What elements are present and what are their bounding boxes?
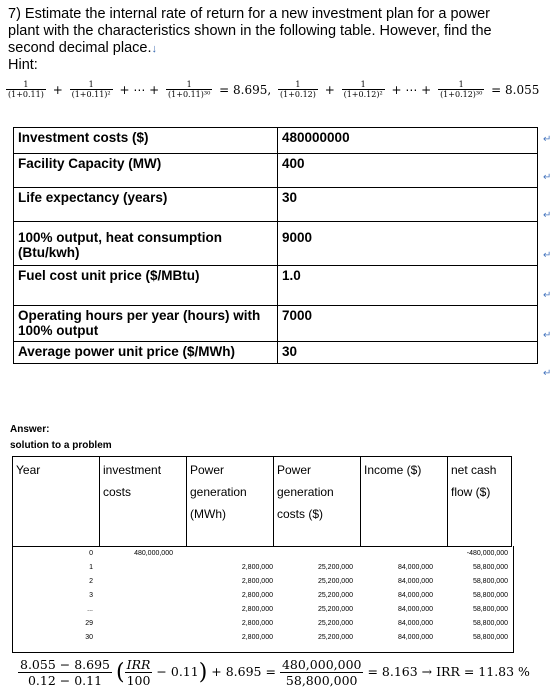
problem-text: 7) Estimate the internal rate of return for a new investment plan for a power plant with the characteristics shown in the following table. However, find the second decimal place. (8, 6, 492, 56)
hint-label: Hint: (8, 57, 38, 73)
spec-value: 1.0 (278, 266, 538, 306)
problem-statement (8, 6, 518, 58)
spec-value: 30 (278, 188, 538, 222)
fraction: $\frac{8.055 - 8.695}{0.12 - 0.11}$ (20, 657, 110, 688)
answer-label: Answer: (10, 424, 50, 435)
spec-label: Facility Capacity (MW) (14, 154, 278, 188)
table-row (14, 342, 538, 364)
table-row (14, 154, 538, 188)
column-header: net cash flow ($) (448, 457, 512, 547)
line-break-arrow-icon: ↓ (151, 43, 157, 55)
spec-value: 480000000 (278, 128, 538, 154)
column-header: investment costs (100, 457, 187, 547)
spec-value: 30 (278, 342, 538, 364)
column-header: Power generation (MWh) (187, 457, 274, 547)
table-row (14, 222, 538, 266)
paragraph-mark-icon: ↵ (543, 250, 552, 261)
hint-formula: $\frac{1}{(1+0.11)}$ + $\frac{1}{\text{(1+0.11)²}}$ + ⋯ + $\frac{1}{\text{(1+0.11)³⁰}}$ = 8.695, $\frac{1}{(1+0.12)}$ + $\frac{1}{\text{(1+0.12)²}}$ + ⋯ + $\frac{1}{\text{(1+0.12)³⁰}}$ = 8.055 (8, 80, 540, 99)
table-row (14, 266, 538, 306)
final-result: = 8.163 → IRR = 11.83 % (367, 664, 530, 679)
fraction: IRR 100 (126, 657, 151, 688)
spec-label: Operating hours per year (hours) with 100% output (14, 306, 278, 342)
fraction: $\frac{1}{(1+0.12)}$ (280, 80, 316, 99)
table-row (13, 457, 512, 547)
spec-label: Fuel cost unit price ($/MBtu) (14, 266, 278, 306)
paragraph-mark-icon: ↵ (543, 172, 552, 183)
spec-label: Investment costs ($) (14, 128, 278, 154)
paragraph-mark-icon: ↵ (543, 368, 552, 379)
spec-label: Average power unit price ($/MWh) (14, 342, 278, 364)
solution-data: 0 480,000,000 -480,000,000 1 2,800,000 25,200,000 84,000,000 58,800,000 2 2,800,000 25,200,000 84,000,000 58,800,000 3 2,800,000 25,200,000 84,000,000 58,800,000 ... 2,800,000 25,200,000 84,000,000 58,800,000 29 2,800,000 25,200,000 84,000,000 58,800,000 30 2,800,000 25,200,000 84,000,000 58,800,000 (12, 546, 514, 653)
spec-value: 7000 (278, 306, 538, 342)
table-row (14, 188, 538, 222)
table-row (14, 306, 538, 342)
spec-label: Life expectancy (years) (14, 188, 278, 222)
fraction: $\frac{1}{\text{(1+0.11)³⁰}}$ (168, 80, 211, 99)
fraction: $\frac{1}{\text{(1+0.12)³⁰}}$ (440, 80, 483, 99)
paragraph-mark-icon: ↵ (543, 290, 552, 301)
final-formula: $\frac{8.055 - 8.695}{0.12 - 0.11}$ ( IRR 100 − 0.11) + 8.695 = $\frac{480,000,000}{58,800,000}$ = 8.163 → IRR = 11.83 % (20, 657, 530, 688)
hint-result-1: = 8.695, (219, 82, 272, 97)
spec-value: 400 (278, 154, 538, 188)
fraction: $\frac{480,000,000}{58,800,000}$ (281, 657, 362, 688)
hint-result-2: = 8.055 (491, 82, 540, 97)
paragraph-mark-icon: ↵ (543, 134, 552, 145)
column-header: Power generation costs ($) (274, 457, 361, 547)
solution-label: solution to a problem (10, 440, 112, 451)
table-row (14, 128, 538, 154)
paragraph-mark-icon: ↵ (543, 210, 552, 221)
fraction: $\frac{1}{(1+0.11)}$ (8, 80, 44, 99)
column-header: Year (13, 457, 100, 547)
column-header: Income ($) (361, 457, 448, 547)
spec-label: 100% output, heat consumption (Btu/kwh) (14, 222, 278, 266)
fraction: $\frac{1}{\text{(1+0.12)²}}$ (343, 80, 383, 99)
spec-table (13, 127, 538, 364)
paragraph-mark-icon: ↵ (543, 330, 552, 341)
solution-table-header (12, 456, 512, 547)
spec-value: 9000 (278, 222, 538, 266)
fraction: $\frac{1}{\text{(1+0.11)²}}$ (71, 80, 111, 99)
